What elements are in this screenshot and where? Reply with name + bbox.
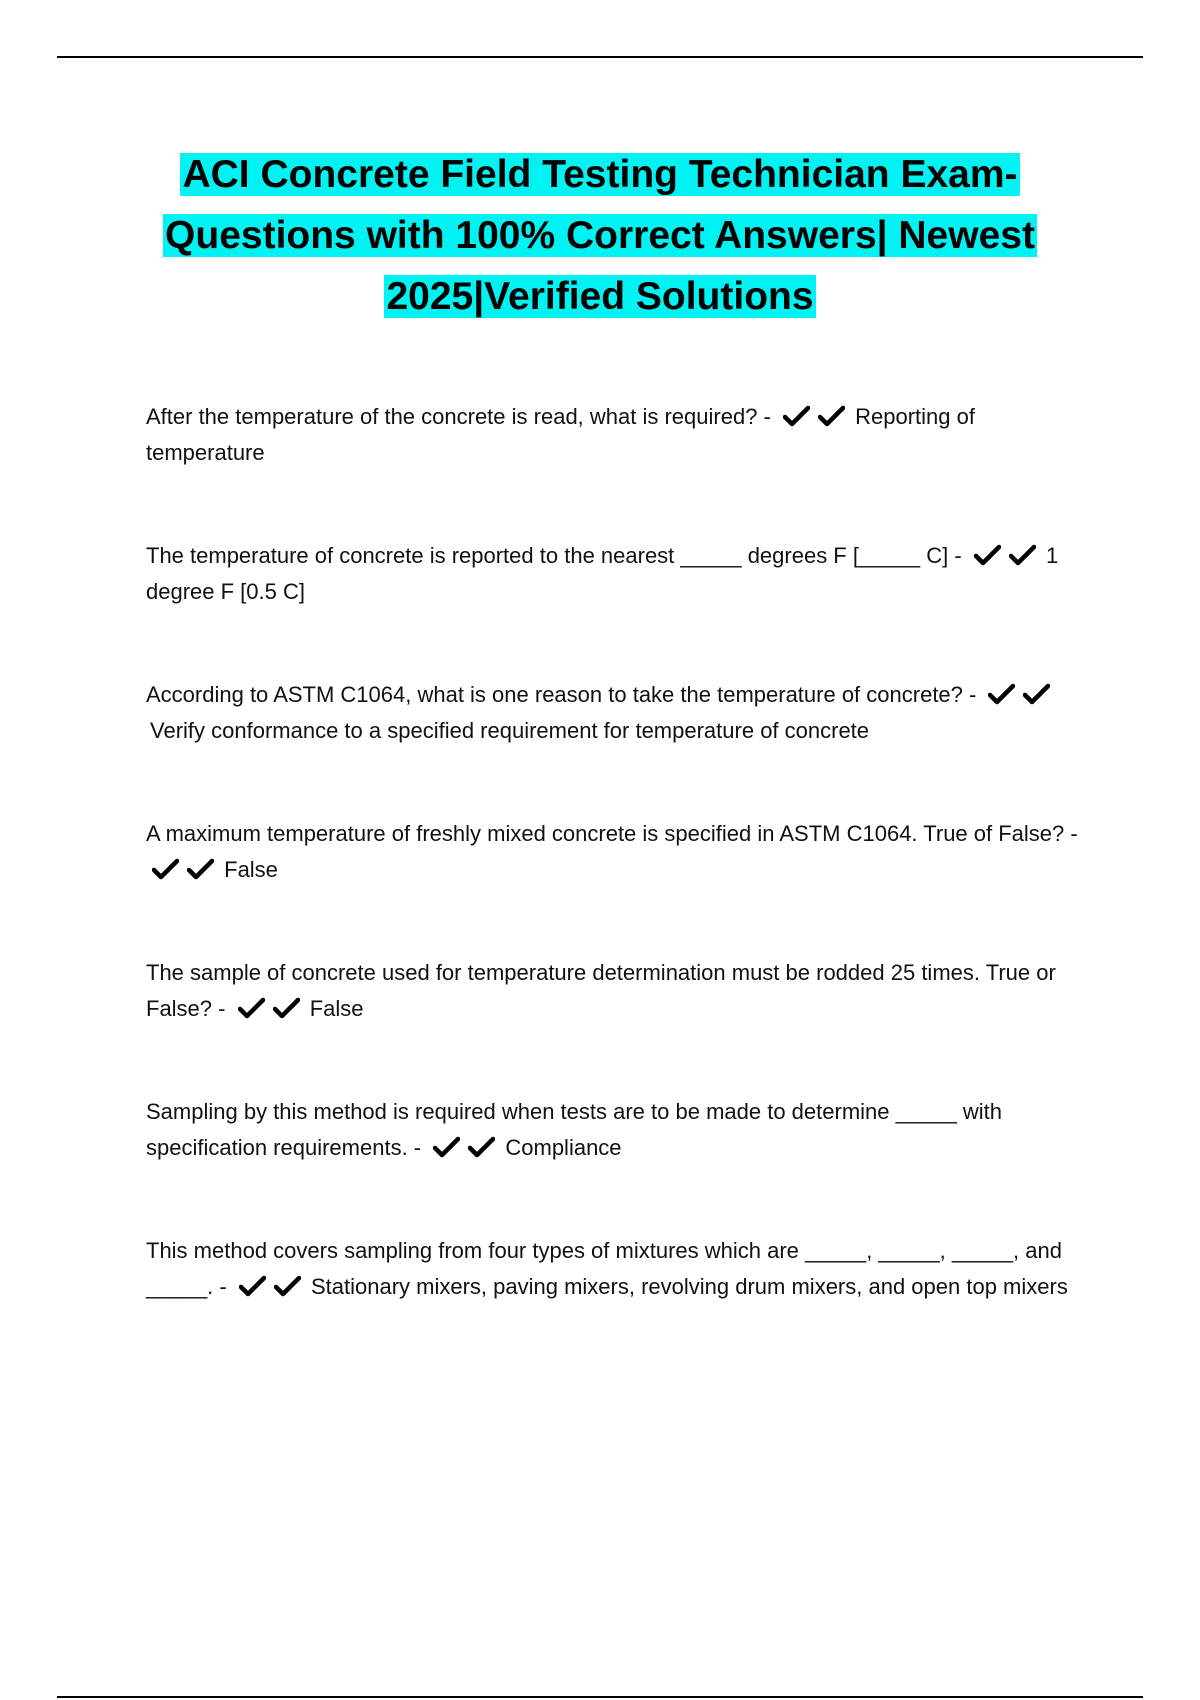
question-text: The sample of concrete used for temperature determination must be rodded 25 times. True or False? - — [146, 960, 1056, 1021]
check-mark-icon — [468, 1136, 495, 1158]
check-mark-icon — [818, 405, 845, 427]
check-mark-icon — [239, 1275, 266, 1297]
question-text: After the temperature of the concrete is read, what is required? - — [146, 404, 771, 429]
question-list — [146, 399, 1086, 1372]
qa-item — [146, 538, 1086, 610]
question-text: The temperature of concrete is reported to the nearest _____ degrees F [_____ C] - — [146, 543, 962, 568]
check-mark-icon — [238, 997, 265, 1019]
answer-text: Verify conformance to a specified requirement for temperature of concrete — [150, 718, 870, 743]
title-line-3: 2025|Verified Solutions — [386, 275, 814, 318]
check-mark-icon — [152, 858, 179, 880]
qa-item — [146, 816, 1086, 888]
question-text: Sampling by this method is required when tests are to be made to determine _____ with specification requirements. - — [146, 1099, 1003, 1160]
check-mark-icon — [274, 1275, 301, 1297]
title-line-2: Questions with 100% Correct Answers| Newest — [165, 214, 1035, 257]
answer-text: False — [224, 857, 278, 882]
check-mark-icon — [1023, 683, 1050, 705]
answer-text: Reporting of temperature — [146, 404, 975, 465]
check-mark-icon — [273, 997, 300, 1019]
question-text: A maximum temperature of freshly mixed concrete is specified in ASTM C1064. True of False? - — [146, 821, 1078, 846]
check-mark-icon — [783, 405, 810, 427]
answer-text: Compliance — [505, 1135, 622, 1160]
question-text: According to ASTM C1064, what is one reason to take the temperature of concrete? - — [146, 682, 977, 707]
bottom-rule — [57, 1696, 1143, 1698]
answer-text: 1 degree F [0.5 C] — [146, 543, 1059, 604]
question-text: This method covers sampling from four types of mixtures which are _____, _____, _____, and _____. - — [146, 1238, 1062, 1299]
qa-item — [146, 399, 1086, 471]
check-mark-icon — [988, 683, 1015, 705]
check-mark-icon — [974, 544, 1001, 566]
qa-item — [146, 677, 1086, 749]
check-mark-icon — [187, 858, 214, 880]
answer-text: False — [309, 996, 364, 1021]
qa-item — [146, 1094, 1086, 1166]
answer-text: Stationary mixers, paving mixers, revolving drum mixers, and open top mixers — [310, 1274, 1068, 1299]
document-title — [100, 144, 1100, 327]
top-rule — [57, 56, 1143, 58]
qa-item — [146, 955, 1086, 1027]
title-line-1: ACI Concrete Field Testing Technician Exam- — [182, 153, 1018, 196]
check-mark-icon — [433, 1136, 460, 1158]
qa-item — [146, 1233, 1086, 1305]
check-mark-icon — [1009, 544, 1036, 566]
